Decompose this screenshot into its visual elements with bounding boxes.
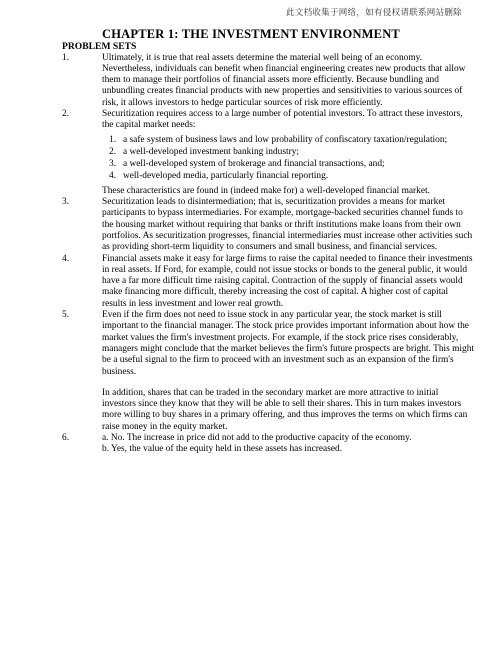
problem-paragraph: Securitization leads to disintermediation; that is, securitization provides a means for market participants to bypass intermediaries. For example, mortgage-backed securities channel funds to the housing market without requiring that banks or thrift institutions make loans from their own portfolios. As securitization progresses, financial intermediaries must increase other activities such as providing short-term liquidity to consumers and small business, and financial services. xyxy=(102,197,473,253)
requirements-list xyxy=(102,135,474,183)
chapter-title: CHAPTER 1: THE INVESTMENT ENVIRONMENT xyxy=(102,27,400,41)
problem-number: 1. xyxy=(62,52,70,63)
problem-paragraph: In addition, shares that can be traded in the secondary market are more attractive to initial investors since they know that they will be able to sell their shares. This in turn makes investors more willing to buy shares in a primary offering, and thus improves the terms on which firms can raise money in the equity market. xyxy=(102,387,468,432)
list-item-number: 4. xyxy=(109,171,117,182)
section-heading: PROBLEM SETS xyxy=(62,41,137,52)
list-item xyxy=(102,171,474,182)
problem-item-6 xyxy=(62,433,474,456)
problem-paragraph: Securitization requires access to a large number of potential investors. To attract these investors, the capital market needs: xyxy=(102,108,463,131)
problem-number: 5. xyxy=(62,310,70,321)
problem-number: 2. xyxy=(62,108,70,119)
problem-item-1 xyxy=(62,52,474,109)
list-item-text: a well-developed investment banking industry; xyxy=(123,146,300,157)
problem-item-4 xyxy=(62,253,474,310)
problem-number: 4. xyxy=(62,253,70,264)
list-item-text: well-developed media, particularly financial reporting. xyxy=(123,171,329,182)
answer-a: a. No. The increase in price did not add to the productive capacity of the economy. xyxy=(102,433,412,443)
problem-item-2 xyxy=(62,108,474,197)
header-note: 此文档收集于网络，如有侵权请联系网站删除 xyxy=(285,8,462,18)
problem-item-3 xyxy=(62,197,474,253)
answer-b: b. Yes, the value of the equity held in these assets has increased. xyxy=(102,444,343,455)
list-item xyxy=(102,147,474,158)
problem-number: 3. xyxy=(62,197,70,208)
problem-paragraph: Even if the firm does not need to issue stock in any particular year, the stock market is still important to the financial manager. The stock price provides important information about how the market values the firm's investment projects. For example, if the stock price rises considerably, managers might conclude that the market believes the firm's future prospects are bright. This might be a useful signal to the firm to proceed with an investment such as an expansion of the firm's business. xyxy=(102,310,474,377)
list-item-number: 3. xyxy=(109,159,117,170)
list-item xyxy=(102,135,474,146)
list-item-text: a safe system of business laws and low probability of confiscatory taxation/regulation; xyxy=(123,134,448,145)
problem-number: 6. xyxy=(62,433,70,443)
list-item-number: 1. xyxy=(109,134,117,145)
document-body xyxy=(62,41,474,456)
list-item-number: 2. xyxy=(109,146,117,157)
problem-paragraph: These characteristics are found in (indeed make for) a well-developed financial market. xyxy=(102,185,430,196)
problem-item-5 xyxy=(62,310,474,433)
problem-paragraph: Ultimately, it is true that real assets determine the material well being of an economy. Nevertheless, individuals can benefit when financial engineering creates new products that allow them to manage their portfolios of financial assets more efficiently. Because bundling and unbundling creates financial products with new properties and sensitivities to various sources of risk, it allows investors to hedge particular sources of risk more efficiently. xyxy=(102,52,466,108)
list-item xyxy=(102,159,474,170)
problem-paragraph: Financial assets make it easy for large firms to raise the capital needed to finance their investments in real assets. If Ford, for example, could not issue stocks or bonds to the general public, it would have a far more difficult time raising capital. Contraction of the supply of financial assets would make financing more difficult, thereby increasing the cost of capital. A higher cost of capital results in less investment and lower real growth. xyxy=(102,253,473,309)
list-item-text: a well-developed system of brokerage and financial transactions, and; xyxy=(123,159,385,170)
